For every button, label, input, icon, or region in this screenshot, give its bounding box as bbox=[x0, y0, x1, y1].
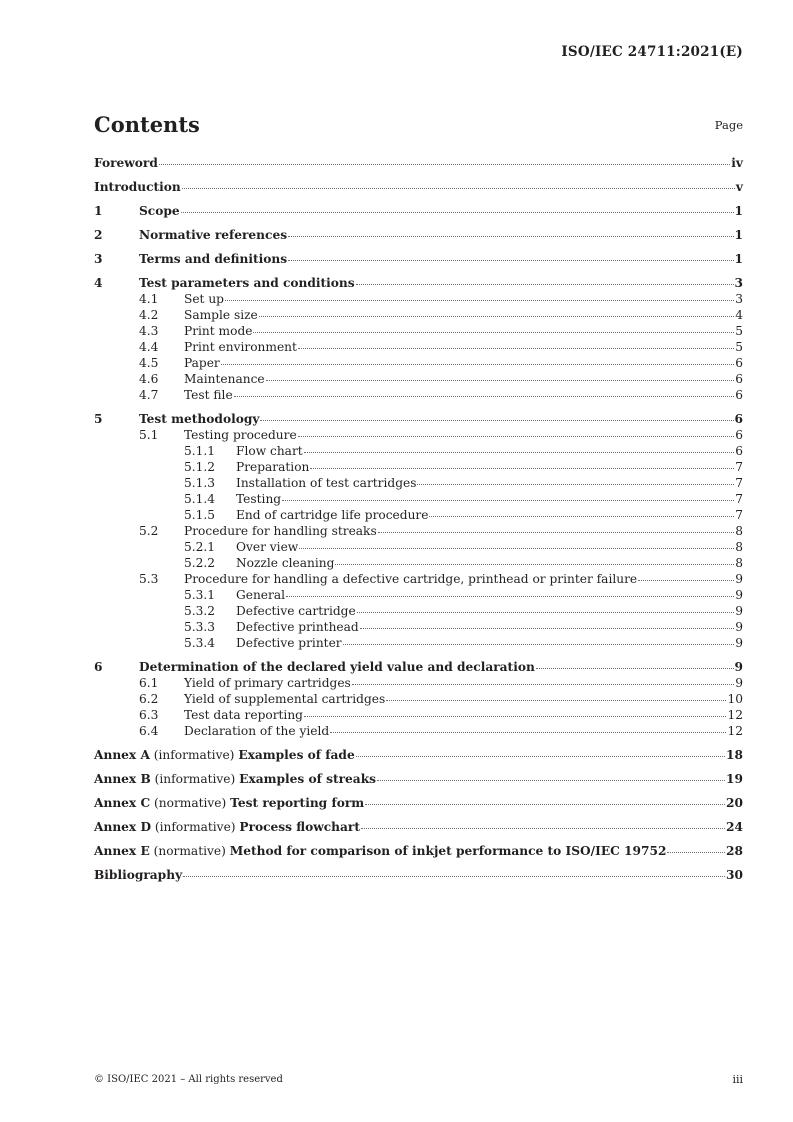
toc-entry-page: 7 bbox=[735, 476, 743, 490]
toc-entry-number: 5.3.1 bbox=[184, 588, 216, 602]
toc-entry-general[interactable] bbox=[94, 587, 743, 603]
toc-entry-number: 4.1 bbox=[139, 292, 159, 306]
toc-entry-defective-printhead[interactable] bbox=[94, 619, 743, 635]
toc-entry-number: 6.1 bbox=[139, 676, 159, 690]
toc-entry-number: 5.2.1 bbox=[184, 540, 216, 554]
toc-entry-title: Yield of supplemental cartridges bbox=[184, 692, 386, 706]
toc-entry-number: 5.2.2 bbox=[184, 556, 216, 570]
toc-entry-title: Print mode bbox=[184, 324, 253, 338]
annex-title: Examples of streaks bbox=[239, 772, 376, 786]
toc-entry-preparation[interactable] bbox=[94, 459, 743, 475]
annex-title: Test reporting form bbox=[230, 796, 365, 810]
toc-entry-title: Foreword bbox=[94, 156, 158, 170]
toc-entry-page: 5 bbox=[735, 324, 743, 338]
toc-entry-number: 4.2 bbox=[139, 308, 159, 322]
toc-entry-foreword[interactable] bbox=[94, 155, 743, 171]
dot-leader bbox=[417, 484, 734, 485]
toc-entry-title: Sample size bbox=[184, 308, 258, 322]
toc-entry-testing[interactable] bbox=[94, 491, 743, 507]
dot-leader bbox=[377, 780, 725, 781]
toc-entry-page: 28 bbox=[726, 844, 743, 858]
toc-entry-number: 1 bbox=[94, 204, 103, 218]
annex-label: Annex E bbox=[94, 844, 150, 858]
toc-entry-test-methodology[interactable] bbox=[94, 411, 743, 427]
toc-entry-number: 4.3 bbox=[139, 324, 159, 338]
toc-entry-number: 5.3.3 bbox=[184, 620, 216, 634]
toc-entry-number: 5.1.1 bbox=[184, 444, 216, 458]
annex-type: (normative) bbox=[153, 844, 226, 858]
dot-leader bbox=[234, 396, 735, 397]
contents-title: Contents bbox=[94, 112, 200, 137]
toc-entry-title: Testing procedure bbox=[184, 428, 297, 442]
toc-entry-title: Procedure for handling a defective cartridge, printhead or printer failure bbox=[184, 572, 638, 586]
toc-entry-installation[interactable] bbox=[94, 475, 743, 491]
toc-entry-number: 5.3.2 bbox=[184, 604, 216, 618]
toc-entry-title: Nozzle cleaning bbox=[236, 556, 335, 570]
toc-entry-number: 5.2 bbox=[139, 524, 159, 538]
toc-entry-nozzle-cleaning[interactable] bbox=[94, 555, 743, 571]
toc-entry-title: Test file bbox=[184, 388, 233, 402]
toc-entry-page: 9 bbox=[735, 572, 743, 586]
dot-leader bbox=[299, 548, 734, 549]
dot-leader bbox=[356, 284, 734, 285]
toc-entry-test-data-reporting[interactable] bbox=[94, 707, 743, 723]
toc-entry-title: Paper bbox=[184, 356, 220, 370]
toc-entry-defective-handling[interactable] bbox=[94, 571, 743, 587]
toc-entry-paper[interactable] bbox=[94, 355, 743, 371]
dot-leader bbox=[183, 876, 725, 877]
toc-entry-page: 1 bbox=[734, 228, 743, 242]
toc-entry-title bbox=[94, 771, 376, 787]
dot-leader bbox=[181, 212, 734, 213]
dot-leader bbox=[225, 300, 734, 301]
toc-entry-page: 18 bbox=[726, 748, 743, 762]
toc-entry-title: Defective cartridge bbox=[236, 604, 356, 618]
toc-entry-flow-chart[interactable] bbox=[94, 443, 743, 459]
toc-entry-annex-c[interactable] bbox=[94, 795, 743, 811]
toc-entry-number: 5.1.3 bbox=[184, 476, 216, 490]
toc-entry-number: 5.1.5 bbox=[184, 508, 216, 522]
toc-entry-number: 6 bbox=[94, 660, 103, 674]
toc-entry-title: Flow chart bbox=[236, 444, 303, 458]
toc-entry-print-environment[interactable] bbox=[94, 339, 743, 355]
dot-leader bbox=[288, 260, 733, 261]
copyright-notice: © ISO/IEC 2021 – All rights reserved bbox=[94, 1074, 283, 1085]
dot-leader bbox=[253, 332, 734, 333]
toc-entry-page: iv bbox=[731, 156, 743, 170]
toc-entry-number: 5.1.4 bbox=[184, 492, 216, 506]
toc-entry-title: Testing bbox=[236, 492, 282, 506]
dot-leader bbox=[352, 684, 734, 685]
toc-entry-page: 19 bbox=[726, 772, 743, 786]
toc-entry-title: General bbox=[236, 588, 285, 602]
dot-leader bbox=[159, 164, 730, 165]
toc-entry-page: 12 bbox=[727, 724, 743, 738]
dot-leader bbox=[310, 468, 734, 469]
toc-entry-page: 6 bbox=[735, 428, 743, 442]
toc-entry-annex-d[interactable] bbox=[94, 819, 743, 835]
toc-entry-page: 3 bbox=[734, 276, 743, 290]
toc-entry-title bbox=[94, 843, 666, 859]
toc-entry-page: 8 bbox=[735, 540, 743, 554]
toc-entry-page: 7 bbox=[735, 508, 743, 522]
annex-label: Annex B bbox=[94, 772, 151, 786]
dot-leader bbox=[286, 596, 734, 597]
toc-entry-page: 6 bbox=[734, 412, 743, 426]
toc-entry-terms-and-definitions[interactable] bbox=[94, 251, 743, 267]
dot-leader bbox=[182, 188, 735, 189]
table-of-contents bbox=[94, 155, 743, 883]
toc-entry-testing-procedure[interactable] bbox=[94, 427, 743, 443]
toc-entry-page: 6 bbox=[735, 388, 743, 402]
toc-entry-page: 7 bbox=[735, 492, 743, 506]
dot-leader bbox=[304, 452, 735, 453]
dot-leader bbox=[221, 364, 734, 365]
dot-leader bbox=[356, 756, 725, 757]
toc-entry-bibliography[interactable] bbox=[94, 867, 743, 883]
toc-entry-number: 5.1 bbox=[139, 428, 159, 442]
toc-entry-number: 4.5 bbox=[139, 356, 159, 370]
toc-entry-number: 6.4 bbox=[139, 724, 159, 738]
toc-entry-print-mode[interactable] bbox=[94, 323, 743, 339]
dot-leader bbox=[429, 516, 734, 517]
toc-entry-title: End of cartridge life procedure bbox=[236, 508, 429, 522]
dot-leader bbox=[282, 500, 734, 501]
annex-label: Annex D bbox=[94, 820, 152, 834]
annex-type: (informative) bbox=[153, 748, 235, 762]
toc-entry-page: 4 bbox=[735, 308, 743, 322]
toc-entry-title: Print environment bbox=[184, 340, 297, 354]
dot-leader bbox=[378, 532, 735, 533]
toc-entry-number: 4.7 bbox=[139, 388, 159, 402]
dot-leader bbox=[638, 580, 734, 581]
toc-entry-number: 6.3 bbox=[139, 708, 159, 722]
toc-entry-supplemental-yield[interactable] bbox=[94, 691, 743, 707]
dot-leader bbox=[266, 380, 735, 381]
annex-title: Method for comparison of inkjet performance to ISO/IEC 19752 bbox=[229, 844, 667, 858]
toc-entry-number: 3 bbox=[94, 252, 103, 266]
toc-entry-test-file[interactable] bbox=[94, 387, 743, 403]
toc-entry-page: 9 bbox=[735, 636, 743, 650]
document-id-header: ISO/IEC 24711:2021(E) bbox=[561, 44, 743, 60]
dot-leader bbox=[365, 804, 725, 805]
toc-entry-number: 4.4 bbox=[139, 340, 159, 354]
toc-entry-defective-cartridge[interactable] bbox=[94, 603, 743, 619]
toc-entry-number: 5.1.2 bbox=[184, 460, 216, 474]
dot-leader bbox=[386, 700, 726, 701]
toc-entry-maintenance[interactable] bbox=[94, 371, 743, 387]
dot-leader bbox=[259, 316, 734, 317]
dot-leader bbox=[357, 612, 735, 613]
toc-entry-title: Over view bbox=[236, 540, 299, 554]
dot-leader bbox=[330, 732, 726, 733]
dot-leader bbox=[288, 236, 733, 237]
toc-entry-title: Introduction bbox=[94, 180, 181, 194]
dot-leader bbox=[298, 348, 734, 349]
toc-entry-page: 10 bbox=[727, 692, 743, 706]
toc-entry-title: Terms and definitions bbox=[139, 252, 288, 266]
toc-entry-page: 9 bbox=[735, 588, 743, 602]
annex-label: Annex C bbox=[94, 796, 151, 810]
annex-title: Examples of fade bbox=[238, 748, 355, 762]
toc-entry-introduction[interactable] bbox=[94, 179, 743, 195]
toc-entry-title: Procedure for handling streaks bbox=[184, 524, 377, 538]
toc-entry-page: 3 bbox=[735, 292, 743, 306]
toc-entry-page: 9 bbox=[735, 620, 743, 634]
toc-entry-over-view[interactable] bbox=[94, 539, 743, 555]
annex-title: Process flowchart bbox=[239, 820, 360, 834]
page-column-label: Page bbox=[714, 118, 743, 132]
dot-leader bbox=[298, 436, 735, 437]
toc-entry-title: Installation of test cartridges bbox=[236, 476, 417, 490]
toc-entry-title bbox=[94, 747, 355, 763]
toc-entry-number: 4.6 bbox=[139, 372, 159, 386]
annex-label: Annex A bbox=[94, 748, 150, 762]
toc-entry-title: Bibliography bbox=[94, 868, 183, 882]
toc-entry-primary-yield[interactable] bbox=[94, 675, 743, 691]
toc-entry-page: 1 bbox=[734, 204, 743, 218]
toc-entry-title: Test parameters and conditions bbox=[139, 276, 355, 290]
toc-entry-end-of-life[interactable] bbox=[94, 507, 743, 523]
annex-type: (informative) bbox=[154, 772, 236, 786]
toc-entry-page: 12 bbox=[727, 708, 743, 722]
toc-entry-page: 24 bbox=[726, 820, 743, 834]
toc-entry-number: 2 bbox=[94, 228, 103, 242]
toc-entry-page: 6 bbox=[735, 372, 743, 386]
annex-type: (informative) bbox=[154, 820, 236, 834]
toc-entry-test-parameters[interactable] bbox=[94, 275, 743, 291]
toc-entry-page: 30 bbox=[726, 868, 743, 882]
toc-entry-sample-size[interactable] bbox=[94, 307, 743, 323]
toc-entry-page: 8 bbox=[735, 556, 743, 570]
toc-entry-title: Defective printer bbox=[236, 636, 342, 650]
toc-entry-title: Yield of primary cartridges bbox=[184, 676, 351, 690]
toc-entry-title bbox=[94, 795, 364, 811]
toc-entry-title: Normative references bbox=[139, 228, 288, 242]
toc-entry-page: 7 bbox=[735, 460, 743, 474]
toc-entry-title: Maintenance bbox=[184, 372, 265, 386]
toc-entry-normative-references[interactable] bbox=[94, 227, 743, 243]
toc-entry-determination[interactable] bbox=[94, 659, 743, 675]
toc-entry-page: 20 bbox=[726, 796, 743, 810]
annex-type: (normative) bbox=[154, 796, 227, 810]
toc-entry-title: Set up bbox=[184, 292, 224, 306]
toc-entry-page: v bbox=[735, 180, 743, 194]
toc-entry-handling-streaks[interactable] bbox=[94, 523, 743, 539]
toc-entry-annex-b[interactable] bbox=[94, 771, 743, 787]
dot-leader bbox=[335, 564, 734, 565]
toc-entry-annex-a[interactable] bbox=[94, 747, 743, 763]
toc-entry-title: Preparation bbox=[236, 460, 310, 474]
toc-entry-title: Scope bbox=[139, 204, 180, 218]
toc-entry-number: 5.3 bbox=[139, 572, 159, 586]
toc-entry-title bbox=[94, 819, 360, 835]
toc-entry-title: Determination of the declared yield value and declaration bbox=[139, 660, 535, 674]
toc-entry-number: 5.3.4 bbox=[184, 636, 216, 650]
dot-leader bbox=[304, 716, 727, 717]
dot-leader bbox=[343, 644, 735, 645]
toc-entry-page: 9 bbox=[734, 660, 743, 674]
toc-entry-scope[interactable] bbox=[94, 203, 743, 219]
toc-entry-title: Declaration of the yield bbox=[184, 724, 330, 738]
toc-entry-page: 6 bbox=[735, 444, 743, 458]
toc-entry-set-up[interactable] bbox=[94, 291, 743, 307]
toc-entry-defective-printer[interactable] bbox=[94, 635, 743, 651]
toc-entry-title: Defective printhead bbox=[236, 620, 359, 634]
toc-entry-declaration-of-yield[interactable] bbox=[94, 723, 743, 739]
dot-leader bbox=[360, 628, 735, 629]
toc-entry-number: 5 bbox=[94, 412, 103, 426]
toc-entry-title: Test data reporting bbox=[184, 708, 303, 722]
toc-entry-title: Test methodology bbox=[139, 412, 260, 426]
dot-leader bbox=[260, 420, 733, 421]
toc-entry-annex-e[interactable] bbox=[94, 843, 743, 859]
dot-leader bbox=[536, 668, 734, 669]
toc-entry-page: 9 bbox=[735, 604, 743, 618]
toc-entry-page: 5 bbox=[735, 340, 743, 354]
dot-leader bbox=[361, 828, 725, 829]
toc-entry-page: 9 bbox=[735, 676, 743, 690]
toc-entry-page: 6 bbox=[735, 356, 743, 370]
dot-leader bbox=[667, 852, 725, 853]
toc-entry-number: 6.2 bbox=[139, 692, 159, 706]
toc-entry-page: 8 bbox=[735, 524, 743, 538]
page-number: iii bbox=[732, 1073, 743, 1086]
toc-entry-number: 4 bbox=[94, 276, 103, 290]
toc-entry-page: 1 bbox=[734, 252, 743, 266]
